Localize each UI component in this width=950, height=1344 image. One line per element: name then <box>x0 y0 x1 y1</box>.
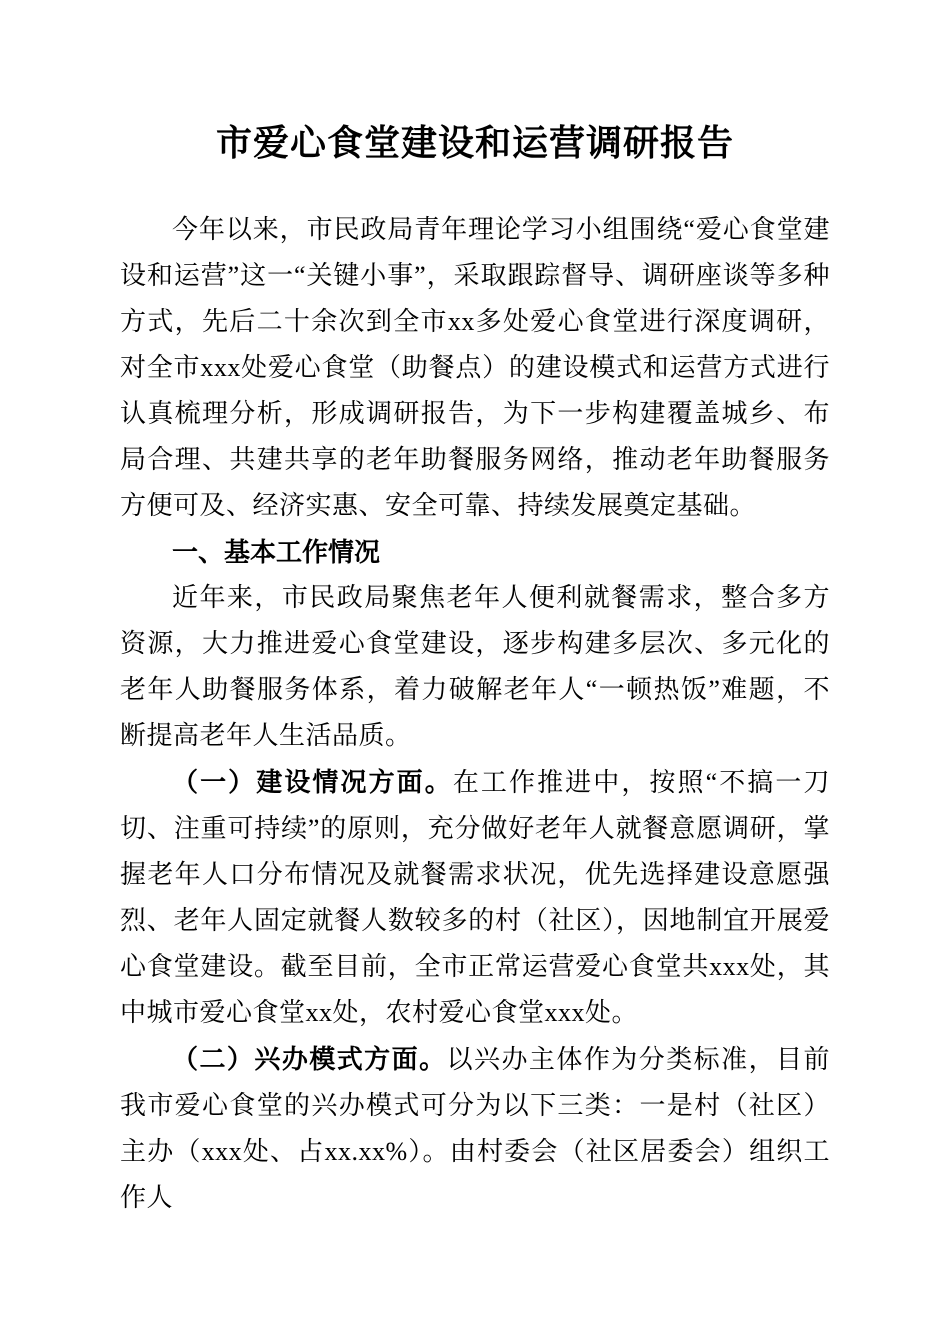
section-1-item-2-paragraph <box>120 1036 830 1221</box>
section-1-heading: 一、基本工作情况 <box>172 537 381 568</box>
section-1-overview-paragraph: 近年来，市民政局聚焦老年人便利就餐需求，整合多方资源，大力推进爱心食堂建设，逐步构建多层次、多元化的老年人助餐服务体系，着力破解老年人“一顿热饭”难题，不断提高老年人生活品质。 <box>120 583 830 751</box>
document-title: 市爱心食堂建设和运营调研报告 <box>215 123 734 163</box>
section-1-item-2-text: 以兴办主体作为分类标准，目前我市爱心食堂的兴办模式可分为以下三类：一是村（社区）主办（xxx处、占xx.xx%）。由村委会（社区居委会）组织工作人 <box>120 1045 830 1213</box>
section-1-item-1-paragraph <box>120 759 830 1036</box>
section-1-item-2-lead: （二）兴办模式方面。 <box>172 1044 447 1075</box>
intro-paragraph: 今年以来，市民政局青年理论学习小组围绕“爱心食堂建设和运营”这一“关键小事”，采取跟踪督导、调研座谈等多种方式，先后二十余次到全市xx多处爱心食堂进行深度调研，对全市xxx处爱心食堂（助餐点）的建设模式和运营方式进行认真梳理分析，形成调研报告，为下一步构建覆盖城乡、布局合理、共建共享的老年助餐服务网络，推动老年助餐服务方便可及、经济实惠、安全可靠、持续发展奠定基础。 <box>120 215 830 521</box>
section-1-item-1-text: 在工作推进中，按照“不搞一刀切、注重可持续”的原则，充分做好老年人就餐意愿调研，掌握老年人口分布情况及就餐需求状况，优先选择建设意愿强烈、老年人固定就餐人数较多的村（社区），因地制宜开展爱心食堂建设。截至目前，全市正常运营爱心食堂共xxx处，其中城市爱心食堂xx处，农村爱心食堂xxx处。 <box>120 768 830 1028</box>
section-1-item-1-lead: （一）建设情况方面。 <box>172 767 453 798</box>
